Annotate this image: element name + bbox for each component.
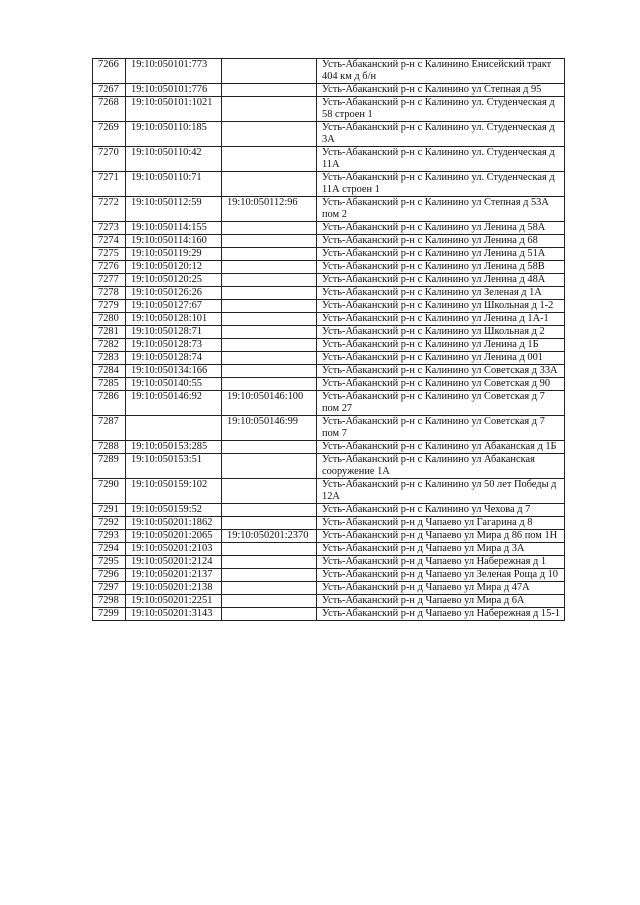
parent-cadastral-number-cell <box>222 339 317 352</box>
address-cell: Усть-Абаканский р-н д Чапаево ул Набережная д 15-1 <box>317 608 565 621</box>
row-number-cell: 7267 <box>93 84 126 97</box>
parent-cadastral-number-cell <box>222 274 317 287</box>
address-cell: Усть-Абаканский р-н с Калинино ул Зеленая д 1А <box>317 287 565 300</box>
table-row <box>93 582 565 595</box>
table-row <box>93 517 565 530</box>
address-cell: Усть-Абаканский р-н с Калинино ул Ленина д 58А <box>317 222 565 235</box>
table-row <box>93 274 565 287</box>
cadastral-number-cell: 19:10:050128:101 <box>126 313 222 326</box>
parent-cadastral-number-cell <box>222 556 317 569</box>
parent-cadastral-number-cell <box>222 287 317 300</box>
parent-cadastral-number-cell <box>222 479 317 504</box>
address-cell: Усть-Абаканский р-н с Калинино ул Степная д 53А пом 2 <box>317 197 565 222</box>
cadastral-number-cell: 19:10:050112:59 <box>126 197 222 222</box>
address-cell: Усть-Абаканский р-н д Чапаево ул Мира д 86 пом 1Н <box>317 530 565 543</box>
table-row <box>93 543 565 556</box>
row-number-cell: 7281 <box>93 326 126 339</box>
parent-cadastral-number-cell <box>222 313 317 326</box>
parent-cadastral-number-cell: 19:10:050146:100 <box>222 391 317 416</box>
address-cell: Усть-Абаканский р-н д Чапаево ул Набережная д 1 <box>317 556 565 569</box>
parent-cadastral-number-cell <box>222 595 317 608</box>
address-cell: Усть-Абаканский р-н с Калинино ул Ленина д 1А-1 <box>317 313 565 326</box>
address-cell: Усть-Абаканский р-н с Калинино ул. Студенческая д 58 строен 1 <box>317 97 565 122</box>
table-row <box>93 326 565 339</box>
address-cell: Усть-Абаканский р-н с Калинино ул Советская д 33А <box>317 365 565 378</box>
row-number-cell: 7298 <box>93 595 126 608</box>
parent-cadastral-number-cell <box>222 365 317 378</box>
row-number-cell: 7269 <box>93 122 126 147</box>
cadastral-number-cell: 19:10:050127:67 <box>126 300 222 313</box>
row-number-cell: 7272 <box>93 197 126 222</box>
address-cell: Усть-Абаканский р-н с Калинино ул. Студенческая д 11А <box>317 147 565 172</box>
cadastral-number-cell: 19:10:050201:2124 <box>126 556 222 569</box>
table-row <box>93 441 565 454</box>
table-row <box>93 122 565 147</box>
document-page <box>92 58 564 621</box>
parent-cadastral-number-cell <box>222 441 317 454</box>
row-number-cell: 7293 <box>93 530 126 543</box>
address-cell: Усть-Абаканский р-н с Калинино ул Ленина д 1Б <box>317 339 565 352</box>
cadastral-number-cell: 19:10:050101:773 <box>126 59 222 84</box>
cadastral-number-cell: 19:10:050126:26 <box>126 287 222 300</box>
table-row <box>93 365 565 378</box>
row-number-cell: 7280 <box>93 313 126 326</box>
address-cell: Усть-Абаканский р-н с Калинино ул Советская д 7 пом 27 <box>317 391 565 416</box>
row-number-cell: 7282 <box>93 339 126 352</box>
table-row <box>93 569 565 582</box>
parent-cadastral-number-cell: 19:10:050112:96 <box>222 197 317 222</box>
row-number-cell: 7273 <box>93 222 126 235</box>
table-row <box>93 235 565 248</box>
table-row <box>93 84 565 97</box>
address-cell: Усть-Абаканский р-н с Калинино ул Абаканская д 1Б <box>317 441 565 454</box>
table-row <box>93 608 565 621</box>
cadastral-number-cell: 19:10:050153:51 <box>126 454 222 479</box>
row-number-cell: 7291 <box>93 504 126 517</box>
parent-cadastral-number-cell: 19:10:050146:99 <box>222 416 317 441</box>
cadastral-number-cell <box>126 416 222 441</box>
row-number-cell: 7284 <box>93 365 126 378</box>
cadastral-number-cell: 19:10:050101:776 <box>126 84 222 97</box>
table-row <box>93 222 565 235</box>
table-row <box>93 416 565 441</box>
cadastral-number-cell: 19:10:050201:3143 <box>126 608 222 621</box>
row-number-cell: 7271 <box>93 172 126 197</box>
cadastral-number-cell: 19:10:050201:2065 <box>126 530 222 543</box>
parent-cadastral-number-cell <box>222 300 317 313</box>
row-number-cell: 7276 <box>93 261 126 274</box>
parent-cadastral-number-cell <box>222 454 317 479</box>
cadastral-number-cell: 19:10:050128:74 <box>126 352 222 365</box>
address-cell: Усть-Абаканский р-н с Калинино ул Школьная д 2 <box>317 326 565 339</box>
table-row <box>93 172 565 197</box>
address-cell: Усть-Абаканский р-н д Чапаево ул Мира д 47А <box>317 582 565 595</box>
parent-cadastral-number-cell: 19:10:050201:2370 <box>222 530 317 543</box>
table-row <box>93 197 565 222</box>
address-cell: Усть-Абаканский р-н с Калинино ул 50 лет Победы д 12А <box>317 479 565 504</box>
cadastral-number-cell: 19:10:050119:29 <box>126 248 222 261</box>
cadastral-number-cell: 19:10:050140:55 <box>126 378 222 391</box>
address-cell: Усть-Абаканский р-н с Калинино ул Советская д 90 <box>317 378 565 391</box>
address-cell: Усть-Абаканский р-н с Калинино ул. Студенческая д 3А <box>317 122 565 147</box>
table-row <box>93 147 565 172</box>
address-cell: Усть-Абаканский р-н д Чапаево ул Гагарина д 8 <box>317 517 565 530</box>
table-row <box>93 352 565 365</box>
row-number-cell: 7275 <box>93 248 126 261</box>
table-row <box>93 504 565 517</box>
cadastral-number-cell: 19:10:050114:160 <box>126 235 222 248</box>
cadastral-number-cell: 19:10:050134:166 <box>126 365 222 378</box>
address-cell: Усть-Абаканский р-н д Чапаево ул Зеленая Роща д 10 <box>317 569 565 582</box>
cadastral-number-cell: 19:10:050201:1862 <box>126 517 222 530</box>
row-number-cell: 7283 <box>93 352 126 365</box>
parent-cadastral-number-cell <box>222 235 317 248</box>
table-row <box>93 391 565 416</box>
table-row <box>93 287 565 300</box>
parent-cadastral-number-cell <box>222 517 317 530</box>
row-number-cell: 7288 <box>93 441 126 454</box>
row-number-cell: 7292 <box>93 517 126 530</box>
cadastral-number-cell: 19:10:050201:2137 <box>126 569 222 582</box>
address-cell: Усть-Абаканский р-н с Калинино Енисейский тракт 404 км д б/н <box>317 59 565 84</box>
parent-cadastral-number-cell <box>222 582 317 595</box>
parent-cadastral-number-cell <box>222 147 317 172</box>
cadastral-number-cell: 19:10:050114:155 <box>126 222 222 235</box>
row-number-cell: 7268 <box>93 97 126 122</box>
cadastral-number-cell: 19:10:050110:185 <box>126 122 222 147</box>
cadastral-number-cell: 19:10:050153:285 <box>126 441 222 454</box>
table-row <box>93 378 565 391</box>
cadastral-number-cell: 19:10:050101:1021 <box>126 97 222 122</box>
row-number-cell: 7294 <box>93 543 126 556</box>
row-number-cell: 7286 <box>93 391 126 416</box>
parent-cadastral-number-cell <box>222 608 317 621</box>
row-number-cell: 7277 <box>93 274 126 287</box>
row-number-cell: 7297 <box>93 582 126 595</box>
table-row <box>93 595 565 608</box>
table-row <box>93 300 565 313</box>
row-number-cell: 7289 <box>93 454 126 479</box>
table-row <box>93 261 565 274</box>
row-number-cell: 7274 <box>93 235 126 248</box>
cadastral-number-cell: 19:10:050146:92 <box>126 391 222 416</box>
row-number-cell: 7290 <box>93 479 126 504</box>
address-cell: Усть-Абаканский р-н с Калинино ул. Студенческая д 11А строен 1 <box>317 172 565 197</box>
address-cell: Усть-Абаканский р-н д Чапаево ул Мира д 6А <box>317 595 565 608</box>
parent-cadastral-number-cell <box>222 222 317 235</box>
cadastral-number-cell: 19:10:050159:102 <box>126 479 222 504</box>
cadastral-number-cell: 19:10:050201:2103 <box>126 543 222 556</box>
row-number-cell: 7285 <box>93 378 126 391</box>
row-number-cell: 7266 <box>93 59 126 84</box>
address-cell: Усть-Абаканский р-н с Калинино ул Школьная д 1-2 <box>317 300 565 313</box>
address-cell: Усть-Абаканский р-н с Калинино ул Ленина д 68 <box>317 235 565 248</box>
parent-cadastral-number-cell <box>222 326 317 339</box>
parent-cadastral-number-cell <box>222 122 317 147</box>
row-number-cell: 7278 <box>93 287 126 300</box>
parent-cadastral-number-cell <box>222 543 317 556</box>
table-row <box>93 454 565 479</box>
cadastral-number-cell: 19:10:050201:2138 <box>126 582 222 595</box>
cadastral-number-cell: 19:10:050201:2251 <box>126 595 222 608</box>
table-row <box>93 59 565 84</box>
registry-table <box>92 58 565 621</box>
table-row <box>93 530 565 543</box>
table-row <box>93 313 565 326</box>
address-cell: Усть-Абаканский р-н с Калинино ул Ленина д 58В <box>317 261 565 274</box>
table-row <box>93 556 565 569</box>
cadastral-number-cell: 19:10:050120:12 <box>126 261 222 274</box>
row-number-cell: 7270 <box>93 147 126 172</box>
row-number-cell: 7295 <box>93 556 126 569</box>
row-number-cell: 7279 <box>93 300 126 313</box>
table-row <box>93 248 565 261</box>
row-number-cell: 7296 <box>93 569 126 582</box>
cadastral-number-cell: 19:10:050128:71 <box>126 326 222 339</box>
address-cell: Усть-Абаканский р-н с Калинино ул Абаканская сооружение 1А <box>317 454 565 479</box>
parent-cadastral-number-cell <box>222 504 317 517</box>
table-row <box>93 339 565 352</box>
address-cell: Усть-Абаканский р-н с Калинино ул Чехова д 7 <box>317 504 565 517</box>
table-row <box>93 479 565 504</box>
address-cell: Усть-Абаканский р-н с Калинино ул Ленина д 001 <box>317 352 565 365</box>
address-cell: Усть-Абаканский р-н с Калинино ул Степная д 95 <box>317 84 565 97</box>
row-number-cell: 7299 <box>93 608 126 621</box>
cadastral-number-cell: 19:10:050128:73 <box>126 339 222 352</box>
address-cell: Усть-Абаканский р-н с Калинино ул Ленина д 51А <box>317 248 565 261</box>
registry-table-body <box>93 59 565 621</box>
parent-cadastral-number-cell <box>222 569 317 582</box>
parent-cadastral-number-cell <box>222 59 317 84</box>
address-cell: Усть-Абаканский р-н д Чапаево ул Мира д 3А <box>317 543 565 556</box>
parent-cadastral-number-cell <box>222 172 317 197</box>
parent-cadastral-number-cell <box>222 97 317 122</box>
parent-cadastral-number-cell <box>222 84 317 97</box>
address-cell: Усть-Абаканский р-н с Калинино ул Ленина д 48А <box>317 274 565 287</box>
cadastral-number-cell: 19:10:050110:42 <box>126 147 222 172</box>
cadastral-number-cell: 19:10:050120:25 <box>126 274 222 287</box>
cadastral-number-cell: 19:10:050110:71 <box>126 172 222 197</box>
cadastral-number-cell: 19:10:050159:52 <box>126 504 222 517</box>
parent-cadastral-number-cell <box>222 248 317 261</box>
table-row <box>93 97 565 122</box>
parent-cadastral-number-cell <box>222 378 317 391</box>
parent-cadastral-number-cell <box>222 261 317 274</box>
address-cell: Усть-Абаканский р-н с Калинино ул Советская д 7 пом 7 <box>317 416 565 441</box>
row-number-cell: 7287 <box>93 416 126 441</box>
parent-cadastral-number-cell <box>222 352 317 365</box>
